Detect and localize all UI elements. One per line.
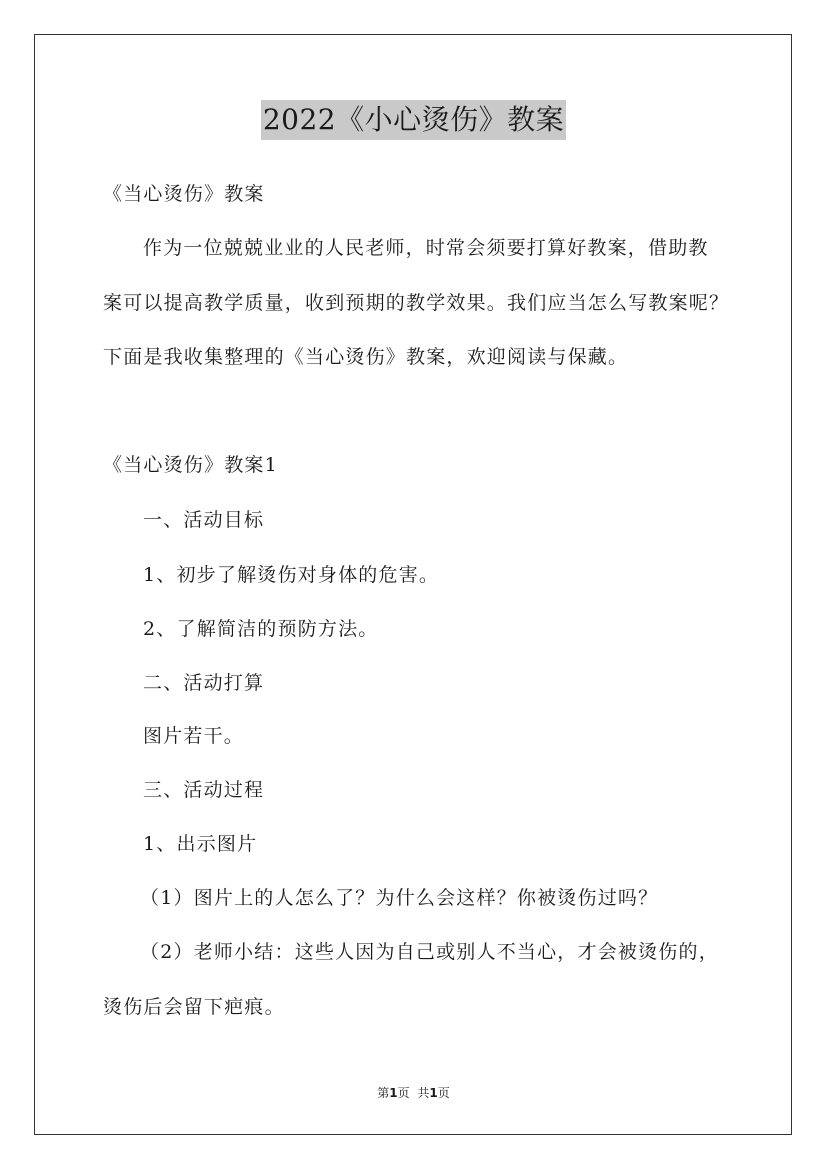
footer-total-number: 1 <box>429 1086 438 1100</box>
footer-page-suffix: 页 <box>397 1086 410 1100</box>
document-title: 2022《小心烫伤》教案 <box>261 100 566 140</box>
title-container <box>0 100 827 140</box>
body-line-3: 2、了解简洁的预防方法。 <box>143 618 379 640</box>
section-heading: 《当心烫伤》教案1 <box>103 454 278 476</box>
intro-line-3: 下面是我收集整理的《当心烫伤》教案，欢迎阅读与保藏。 <box>103 346 629 368</box>
body-line-5: 图片若干。 <box>143 725 245 747</box>
body-line-4: 二、活动打算 <box>143 672 265 694</box>
intro-line-2: 案可以提高教学质量，收到预期的教学效果。我们应当怎么写教案呢？ <box>103 292 730 314</box>
intro-line-1: 作为一位兢兢业业的人民老师，时常会须要打算好教案，借助教 <box>143 237 709 259</box>
footer-page-prefix: 第 <box>377 1086 390 1100</box>
footer-total-suffix: 页 <box>437 1086 450 1100</box>
body-line-2: 1、初步了解烫伤对身体的危害。 <box>143 564 440 586</box>
body-line-1: 一、活动目标 <box>143 509 265 531</box>
body-line-8: （1）图片上的人怎么了？为什么会这样？你被烫伤过吗？ <box>140 887 659 909</box>
footer-page-number: 1 <box>389 1086 398 1100</box>
body-line-7: 1、出示图片 <box>143 833 258 855</box>
footer-total-prefix: 共 <box>417 1086 430 1100</box>
body-line-9: （2）老师小结：这些人因为自己或别人不当心，才会被烫伤的， <box>140 941 719 963</box>
document-subtitle: 《当心烫伤》教案 <box>103 183 265 205</box>
page-footer <box>0 1084 827 1102</box>
body-line-10: 烫伤后会留下疤痕。 <box>103 996 285 1018</box>
body-line-6: 三、活动过程 <box>143 779 265 801</box>
